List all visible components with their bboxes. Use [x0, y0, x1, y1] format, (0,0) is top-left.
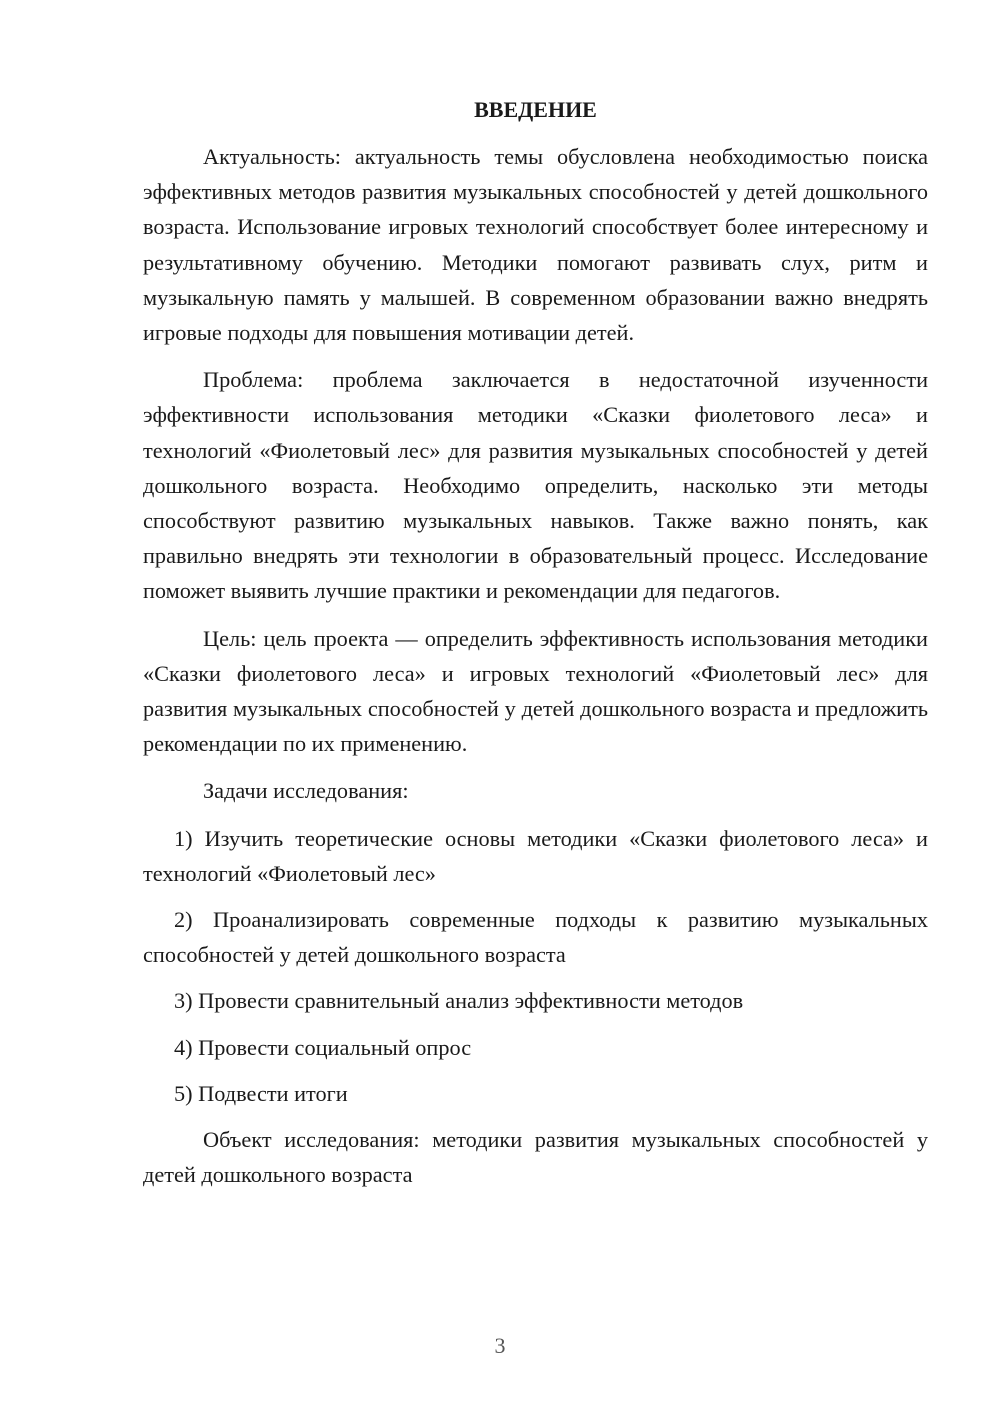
task-item-1: 1) Изучить теоретические основы методики «Сказки фиолетового леса» и технологий «Фиолетовый лес»	[143, 825, 928, 886]
task-item-2: 2) Проанализировать современные подходы к развитию музыкальных способностей у детей дошкольного возраста	[143, 907, 928, 968]
page-number: 3	[494, 1333, 506, 1358]
section-heading: ВВЕДЕНИЕ	[474, 97, 597, 122]
problem-paragraph: Проблема: проблема заключается в недостаточной изученности эффективности использования методики «Сказки фиолетового леса» и технологий «Фиолетовый лес» для развития музыкальных способностей у детей дошкольного возраста. Необходимо определить, насколько эти методы способствуют развитию музыкальных навыков. Также важно понять, как правильно внедрять эти технологии в образовательный процесс. Исследование поможет выявить лучшие практики и рекомендации для педагогов.	[143, 367, 928, 604]
goal-paragraph: Цель: цель проекта — определить эффективность использования методики «Сказки фиолетового леса» и игровых технологий «Фиолетовый лес» для развития музыкальных способностей у детей дошкольного возраста и предложить рекомендации по их применению.	[143, 625, 928, 757]
task-item-5: 5) Подвести итоги	[174, 1080, 348, 1106]
page-content	[143, 92, 928, 1204]
tasks-title: Задачи исследования:	[203, 778, 409, 804]
task-item-3: 3) Провести сравнительный анализ эффективности методов	[174, 988, 744, 1014]
relevance-paragraph: Актуальность: актуальность темы обусловлена необходимостью поиска эффективных методов развития музыкальных способностей у детей дошкольного возраста. Использование игровых технологий способствует более интересному и результативному обучению. Методики помогают развивать слух, ритм и музыкальную память у малышей. В современном образовании важно внедрять игровые подходы для повышения мотивации детей.	[143, 144, 928, 346]
task-item-4: 4) Провести социальный опрос	[174, 1034, 472, 1060]
object-paragraph: Объект исследования: методики развития музыкальных способностей у детей дошкольного возраста	[143, 1127, 928, 1188]
